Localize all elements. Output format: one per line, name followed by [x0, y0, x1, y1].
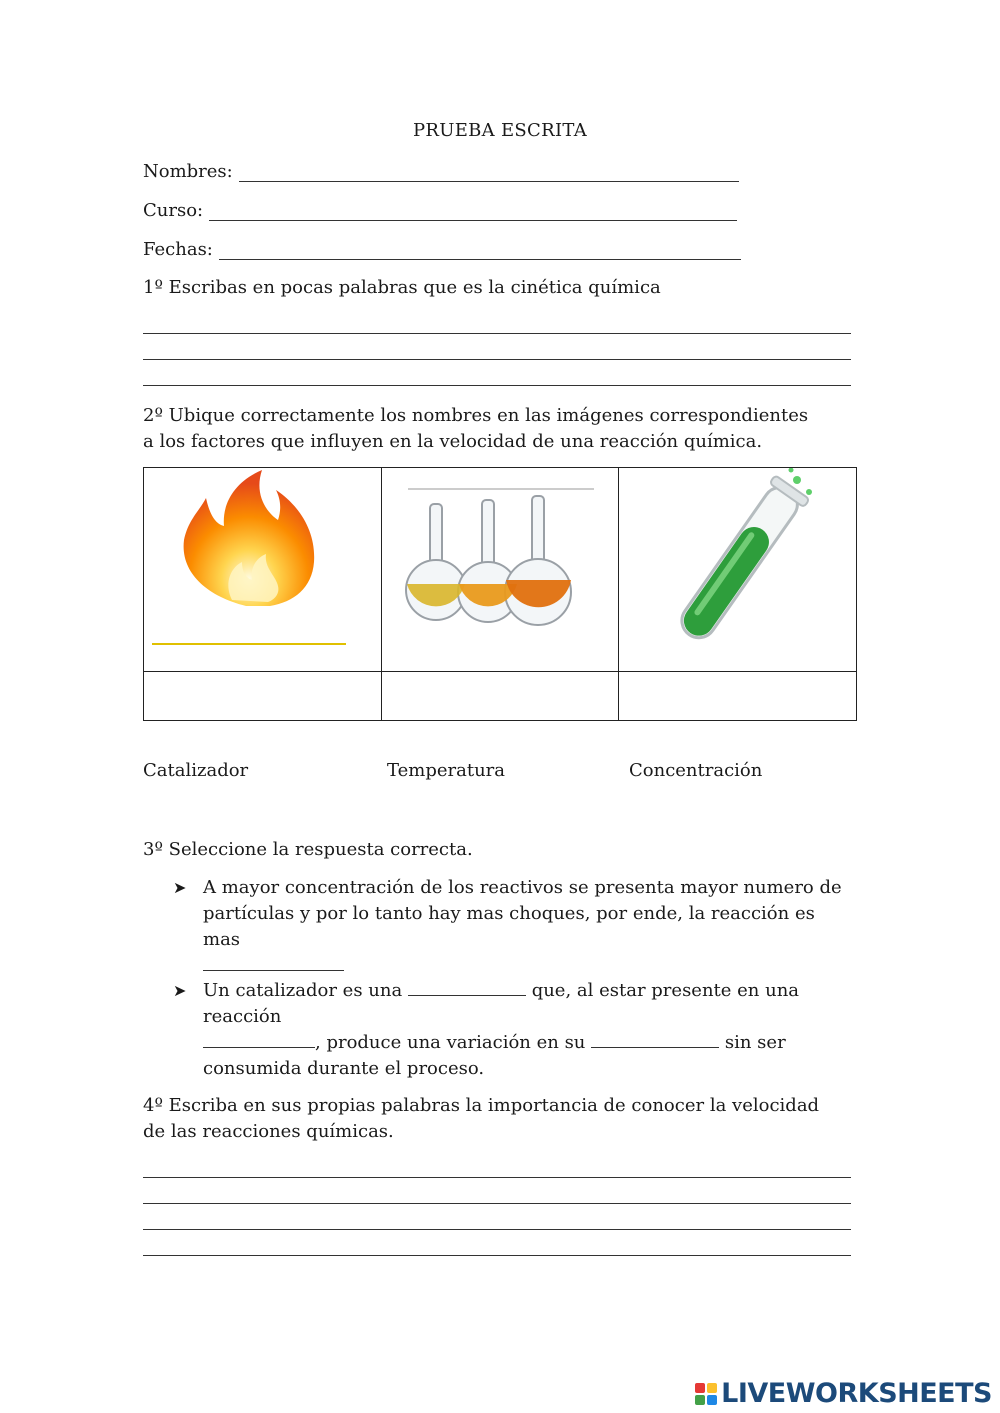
question-3: 3º Seleccione la respuesta correcta.: [143, 839, 473, 860]
fechas-label: Fechas:: [143, 239, 213, 260]
answer-line-q4-4[interactable]: [143, 1255, 851, 1256]
flasks-cell: [381, 468, 619, 672]
word-temperatura[interactable]: Temperatura: [387, 760, 506, 781]
answer-line-q4-3[interactable]: [143, 1229, 851, 1230]
answer-cell-2[interactable]: [381, 672, 619, 721]
q3-item-1-blank[interactable]: [203, 953, 344, 971]
question-2: 2º Ubique correctamente los nombres en las imágenes correspondientes a los factores que influyen en la velocidad de una reacción química.: [143, 405, 809, 452]
q3-item-1-text: A mayor concentración de los reactivos se presenta mayor numero de partículas y por lo tanto hay mas choques, por ende, la reacción es mas: [203, 877, 842, 950]
word-catalizador[interactable]: Catalizador: [143, 760, 249, 781]
q3-item-2-text-4: sin ser consumida durante el proceso.: [203, 1032, 786, 1079]
q3-item-2-blank-1[interactable]: [408, 978, 526, 996]
q3-item-2: [203, 978, 853, 1082]
flasks-icon: [382, 468, 619, 671]
fechas-field: [143, 236, 741, 260]
q3-item-2-blank-2[interactable]: [203, 1030, 315, 1048]
curso-label: Curso:: [143, 200, 204, 221]
answer-line-q4-2[interactable]: [143, 1203, 851, 1204]
answer-cell-3[interactable]: [619, 672, 857, 721]
q3-item-2-text-3: , produce una variación en su: [315, 1032, 586, 1053]
logo-text: LIVEWORKSHEETS: [721, 1378, 992, 1409]
nombres-label: Nombres:: [143, 161, 233, 182]
q3-item-2-blank-3[interactable]: [591, 1030, 719, 1048]
page-title: PRUEBA ESCRITA: [412, 120, 588, 141]
test-tube-cell: [619, 468, 857, 672]
answer-line-q1-1[interactable]: [143, 333, 851, 334]
test-tube-icon: [619, 468, 856, 671]
fechas-input[interactable]: [219, 242, 741, 260]
nombres-field: [143, 158, 739, 182]
flame-icon: [144, 468, 381, 671]
curso-input[interactable]: [209, 203, 737, 221]
answer-line-q1-2[interactable]: [143, 359, 851, 360]
logo-squares-icon: [695, 1383, 717, 1405]
flame-cell: [144, 468, 382, 672]
answer-line-q4-1[interactable]: [143, 1177, 851, 1178]
liveworksheets-logo: [695, 1378, 992, 1409]
question-1: 1º Escribas en pocas palabras que es la cinética química: [143, 277, 661, 298]
q3-item-1: [203, 875, 853, 979]
q3-item-2-text-2: que, al estar presente en una reacción: [203, 980, 800, 1027]
q3-item-2-text-1: Un catalizador es una: [203, 980, 403, 1001]
factors-table: [143, 467, 857, 721]
curso-field: [143, 197, 737, 221]
arrow-bullet-icon: ➤: [173, 981, 187, 1000]
answer-line-q1-3[interactable]: [143, 385, 851, 386]
nombres-input[interactable]: [239, 164, 739, 182]
question-4: 4º Escriba en sus propias palabras la importancia de conocer la velocidad de las reacciones químicas.: [143, 1095, 820, 1142]
word-concentracion[interactable]: Concentración: [629, 760, 763, 781]
arrow-bullet-icon: ➤: [173, 878, 187, 897]
answer-cell-1[interactable]: [144, 672, 382, 721]
